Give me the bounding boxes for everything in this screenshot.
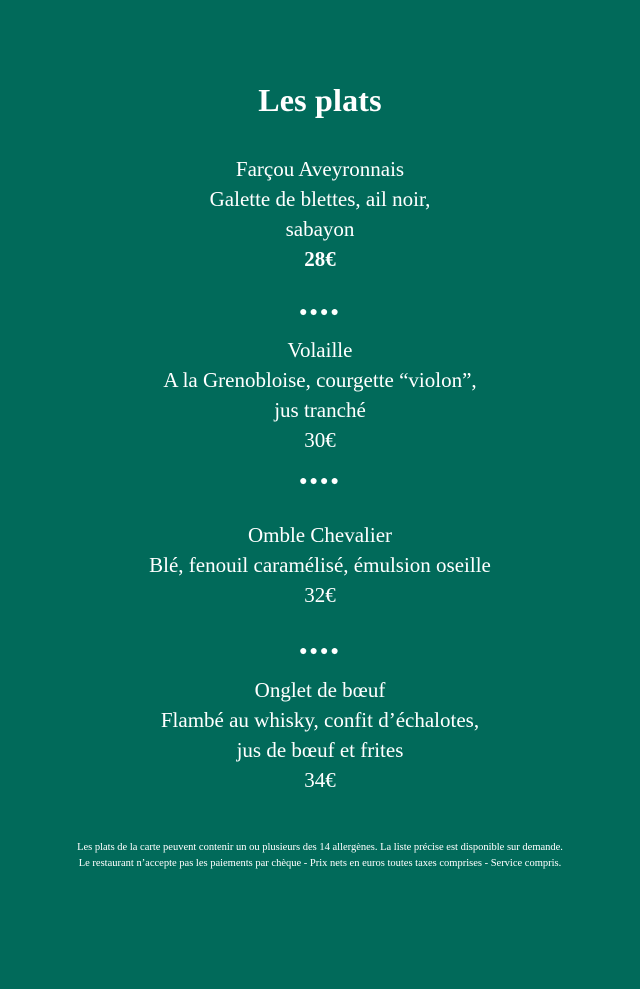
page-title: Les plats: [258, 82, 382, 118]
separator-dots: ●●●●: [299, 644, 341, 659]
dish-price: 32€: [304, 583, 336, 607]
dish-name: Onglet de bœuf: [254, 678, 386, 702]
dish-omble: [0, 520, 640, 610]
separator-dots: ●●●●: [299, 305, 341, 320]
allergen-note: Les plats de la carte peuvent contenir un ou plusieurs des 14 allergènes. La liste précise est disponible sur demande.: [77, 842, 563, 853]
dish-description: jus de bœuf et frites: [236, 738, 404, 762]
dish-name: Farçou Aveyronnais: [235, 157, 405, 181]
dish-name: Volaille: [287, 338, 353, 362]
payment-note: Le restaurant n’accepte pas les paiements par chèque - Prix nets en euros toutes taxes comprises - Service compris.: [78, 858, 562, 869]
dish-description: Galette de blettes, ail noir,: [209, 187, 431, 211]
dish-description: sabayon: [285, 217, 355, 241]
dish-farcou: [0, 154, 640, 274]
dish-price: 28€: [304, 247, 336, 271]
dish-description: Blé, fenouil caramélisé, émulsion oseille: [149, 553, 491, 577]
dish-description: Flambé au whisky, confit d’échalotes,: [160, 708, 480, 732]
separator-dots: ●●●●: [299, 474, 341, 489]
dish-price: 30€: [304, 428, 336, 452]
dish-description: jus tranché: [274, 398, 366, 422]
dish-description: A la Grenobloise, courgette “violon”,: [163, 368, 477, 392]
dish-price: 34€: [304, 768, 336, 792]
dish-volaille: [0, 335, 640, 455]
footer-notes: [0, 840, 640, 872]
dish-name: Omble Chevalier: [247, 523, 393, 547]
dish-onglet: [0, 675, 640, 795]
